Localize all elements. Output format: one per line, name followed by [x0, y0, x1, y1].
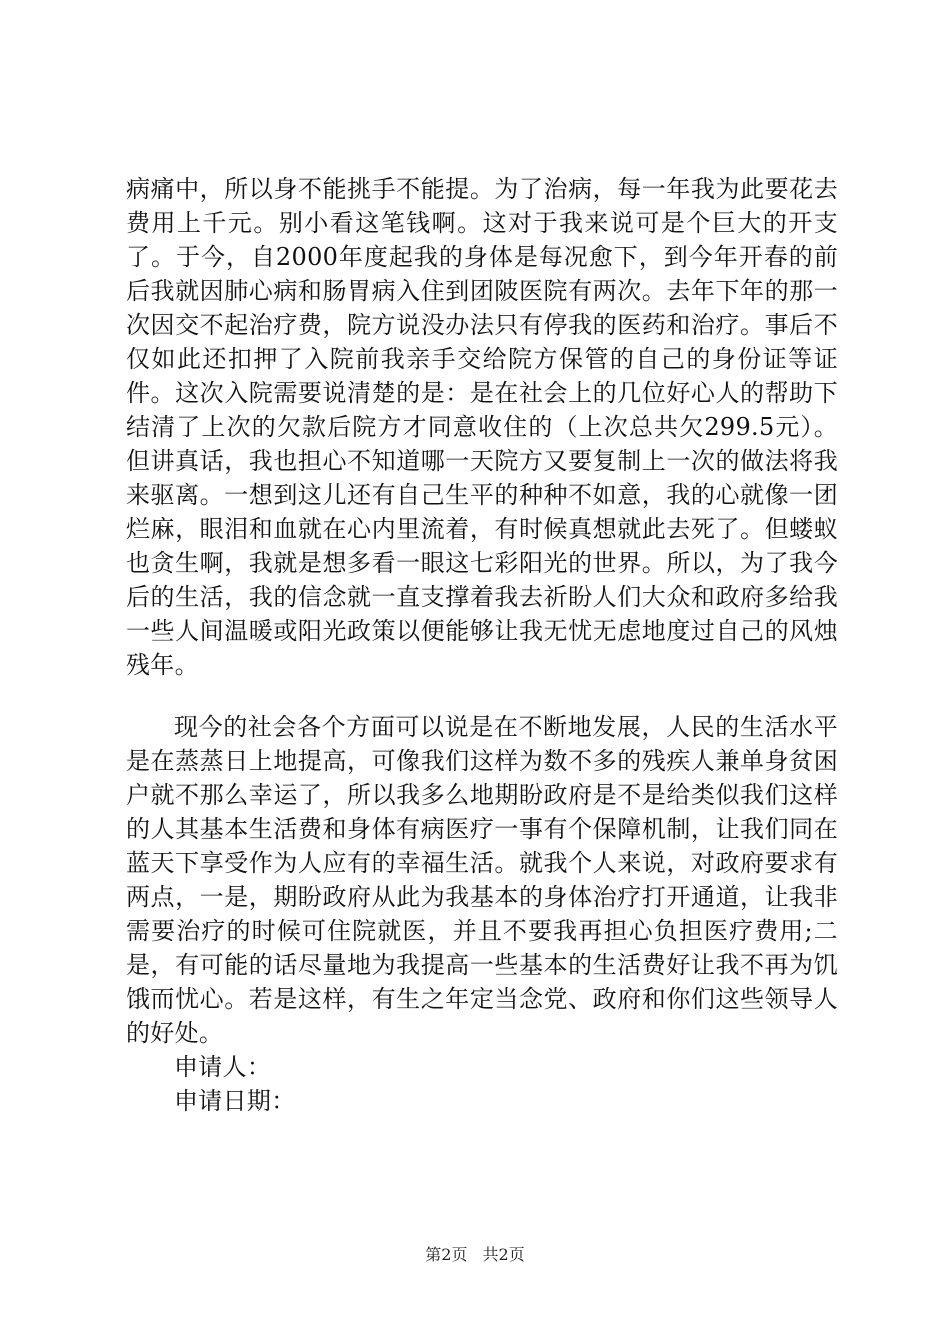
paragraph-request: 现今的社会各个方面可以说是在不断地发展，人民的生活水平是在蒸蒸日上地提高，可像我们这样为数不多的残疾人兼单身贫困户就不那么幸运了，所以我多么地期盼政府是不是给类似我们这样的人其基本生活费和身体有病医疗一事有个保障机制，让我们同在蓝天下享受作为人应有的幸福生活。就我个人来说，对政府要求有两点，一是，期盼政府从此为我基本的身体治疗打开通道，让我非需要治疗的时候可住院就医，并且不要我再担心负担医疗费用;二是，有可能的话尽量地为我提高一些基本的生活费好让我不再为饥饿而忧心。若是这样，有生之年定当念党、政府和你们这些领导人的好处。 [126, 713, 838, 1047]
page-number-total: 共2页 [482, 1245, 525, 1264]
application-date-label: 申请日期： [174, 1087, 296, 1115]
page-number-current: 第2页 [425, 1245, 468, 1264]
page-footer [0, 1244, 950, 1266]
applicant-label: 申请人： [174, 1053, 272, 1081]
paragraph-continued: 病痛中，所以身不能挑手不能提。为了治病，每一年我为此要花去费用上千元。别小看这笔钱啊。这对于我来说可是个巨大的开支了。于今，自2000年度起我的身体是每况愈下，到今年开春的前后我就因肺心病和肠胃病入住到团陂医院有两次。去年下年的那一次因交不起治疗费，院方说没办法只有停我的医药和治疗。事后不仅如此还扣押了入院前我亲手交给院方保管的自己的身份证等证件。这次入院需要说清楚的是：是在社会上的几位好心人的帮助下结清了上次的欠款后院方才同意收住的（上次总共欠299.5元）。但讲真话，我也担心不知道哪一天院方又要复制上一次的做法将我来驱离。一想到这儿还有自己生平的种种不如意，我的心就像一团烂麻，眼泪和血就在心内里流着，有时候真想就此去死了。但蝼蚁也贪生啊，我就是想多看一眼这七彩阳光的世界。所以，为了我今后的生活，我的信念就一直支撑着我去祈盼人们大众和政府多给我一些人间温暖或阳光政策以便能够让我无忧无虑地度过自己的风烛残年。 [126, 175, 838, 679]
document-body [126, 172, 838, 1118]
